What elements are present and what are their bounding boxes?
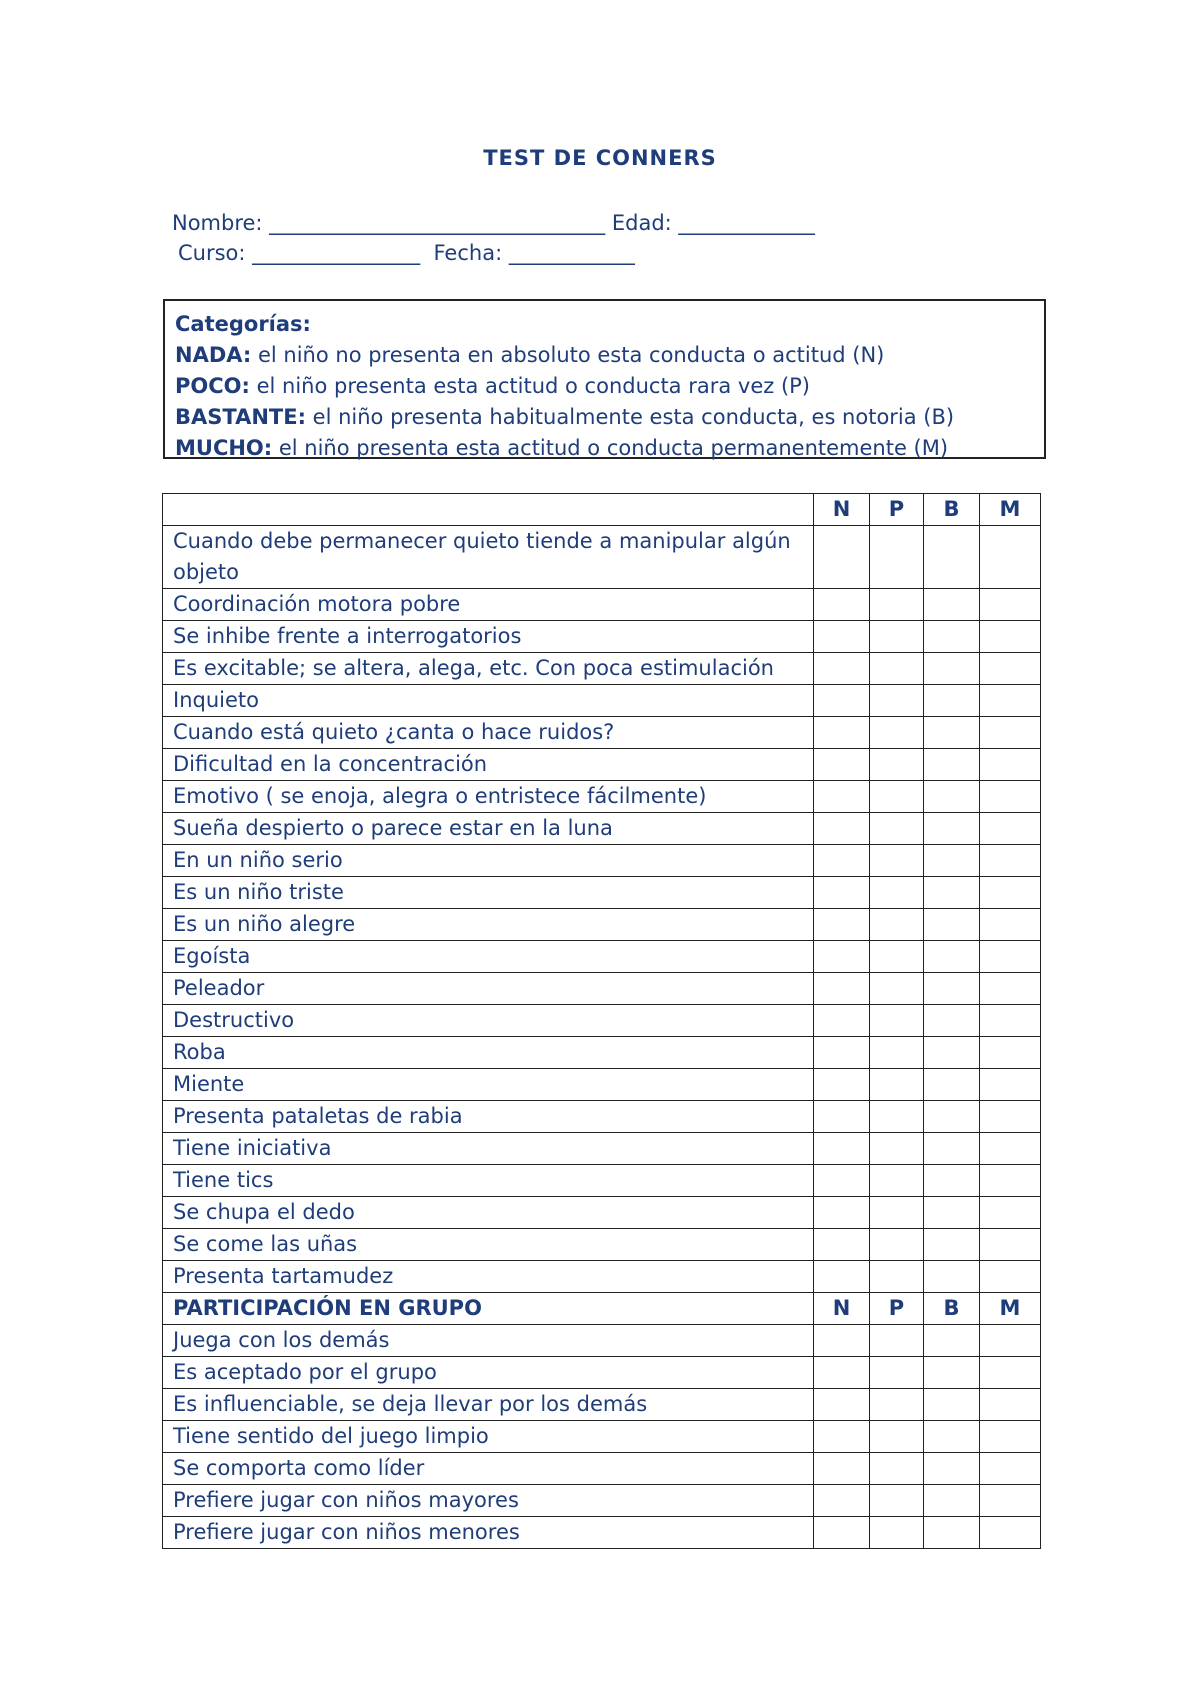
- answer-cell-b[interactable]: [924, 813, 980, 845]
- item-label: Emotivo ( se enoja, alegra o entristece fácilmente): [163, 781, 814, 813]
- category-poco: POCO: el niño presenta esta actitud o conducta rara vez (P): [175, 374, 810, 398]
- table-row: [163, 1037, 1041, 1069]
- item-label: Tiene iniciativa: [163, 1133, 814, 1165]
- column-header-b: B: [924, 1293, 980, 1325]
- answer-cell-m[interactable]: [980, 1005, 1041, 1037]
- answer-cell-b[interactable]: [924, 653, 980, 685]
- answer-cell-b[interactable]: [924, 1165, 980, 1197]
- section-title: PARTICIPACIÓN EN GRUPO: [163, 1293, 814, 1325]
- answer-cell-n[interactable]: [814, 813, 870, 845]
- answer-cell-m[interactable]: [980, 621, 1041, 653]
- answer-cell-b[interactable]: [924, 1421, 980, 1453]
- answer-cell-p[interactable]: [870, 1325, 924, 1357]
- answer-cell-b[interactable]: [924, 526, 980, 589]
- answer-cell-n[interactable]: [814, 1421, 870, 1453]
- answer-cell-b[interactable]: [924, 781, 980, 813]
- answer-cell-m[interactable]: [980, 685, 1041, 717]
- column-header-p: P: [870, 1293, 924, 1325]
- answer-cell-p[interactable]: [870, 526, 924, 589]
- column-header-b: B: [924, 494, 980, 526]
- answer-cell-n[interactable]: [814, 1261, 870, 1293]
- answer-cell-b[interactable]: [924, 685, 980, 717]
- table-row: [163, 1133, 1041, 1165]
- answer-cell-p[interactable]: [870, 941, 924, 973]
- category-mucho: MUCHO: el niño presenta esta actitud o conducta permanentemente (M): [175, 436, 949, 460]
- table-row: [163, 621, 1041, 653]
- answer-cell-b[interactable]: [924, 1133, 980, 1165]
- answer-cell-p[interactable]: [870, 1101, 924, 1133]
- answer-cell-n[interactable]: [814, 621, 870, 653]
- answer-cell-n[interactable]: [814, 749, 870, 781]
- answer-cell-n[interactable]: [814, 1485, 870, 1517]
- answer-cell-b[interactable]: [924, 1453, 980, 1485]
- answer-cell-p[interactable]: [870, 749, 924, 781]
- answer-cell-n[interactable]: [814, 1517, 870, 1549]
- table-row: [163, 845, 1041, 877]
- table-row: [163, 685, 1041, 717]
- column-header-m: M: [980, 1293, 1041, 1325]
- answer-cell-m[interactable]: [980, 1261, 1041, 1293]
- answer-cell-n[interactable]: [814, 845, 870, 877]
- item-label: Roba: [163, 1037, 814, 1069]
- answer-cell-p[interactable]: [870, 1261, 924, 1293]
- table-row: [163, 717, 1041, 749]
- answer-cell-n[interactable]: [814, 1101, 870, 1133]
- answer-cell-p[interactable]: [870, 1357, 924, 1389]
- answer-cell-p[interactable]: [870, 1197, 924, 1229]
- answer-cell-n[interactable]: [814, 1037, 870, 1069]
- answer-cell-b[interactable]: [924, 973, 980, 1005]
- answer-cell-m[interactable]: [980, 749, 1041, 781]
- page-title: TEST DE CONNERS: [483, 146, 717, 170]
- answer-cell-m[interactable]: [980, 909, 1041, 941]
- item-label: Dificultad en la concentración: [163, 749, 814, 781]
- answer-cell-n[interactable]: [814, 526, 870, 589]
- item-label: Tiene tics: [163, 1165, 814, 1197]
- table-row: [163, 941, 1041, 973]
- curso-fecha-line[interactable]: Curso: ________________ Fecha: ____________: [178, 241, 635, 265]
- answer-cell-m[interactable]: [980, 1389, 1041, 1421]
- item-label: Es influenciable, se deja llevar por los demás: [163, 1389, 814, 1421]
- answer-cell-b[interactable]: [924, 941, 980, 973]
- table-row: [163, 1357, 1041, 1389]
- answer-cell-b[interactable]: [924, 589, 980, 621]
- column-header-n: N: [814, 494, 870, 526]
- answer-cell-m[interactable]: [980, 877, 1041, 909]
- answer-cell-n[interactable]: [814, 1165, 870, 1197]
- answer-cell-n[interactable]: [814, 1325, 870, 1357]
- item-label: Juega con los demás: [163, 1325, 814, 1357]
- answer-cell-m[interactable]: [980, 717, 1041, 749]
- answer-cell-m[interactable]: [980, 1229, 1041, 1261]
- answer-cell-b[interactable]: [924, 749, 980, 781]
- answer-cell-m[interactable]: [980, 526, 1041, 589]
- table-row: [163, 653, 1041, 685]
- column-header-n: N: [814, 1293, 870, 1325]
- questionnaire-table: [162, 493, 1041, 1549]
- answer-cell-b[interactable]: [924, 1485, 980, 1517]
- answer-cell-m[interactable]: [980, 1133, 1041, 1165]
- answer-cell-n[interactable]: [814, 589, 870, 621]
- answer-cell-b[interactable]: [924, 1517, 980, 1549]
- answer-cell-n[interactable]: [814, 1357, 870, 1389]
- answer-cell-p[interactable]: [870, 973, 924, 1005]
- answer-cell-p[interactable]: [870, 813, 924, 845]
- answer-cell-p[interactable]: [870, 1037, 924, 1069]
- answer-cell-b[interactable]: [924, 845, 980, 877]
- categories-heading: Categorías:: [175, 312, 311, 336]
- answer-cell-p[interactable]: [870, 1229, 924, 1261]
- answer-cell-b[interactable]: [924, 1069, 980, 1101]
- item-label: Peleador: [163, 973, 814, 1005]
- item-label: Inquieto: [163, 685, 814, 717]
- answer-cell-p[interactable]: [870, 1453, 924, 1485]
- answer-cell-n[interactable]: [814, 781, 870, 813]
- item-label: Miente: [163, 1069, 814, 1101]
- answer-cell-p[interactable]: [870, 717, 924, 749]
- table-row: [163, 1069, 1041, 1101]
- table-row: [163, 973, 1041, 1005]
- item-label: Sueña despierto o parece estar en la luna: [163, 813, 814, 845]
- answer-cell-n[interactable]: [814, 909, 870, 941]
- answer-cell-n[interactable]: [814, 941, 870, 973]
- table-row: [163, 526, 1041, 589]
- answer-cell-b[interactable]: [924, 621, 980, 653]
- item-label: Es un niño alegre: [163, 909, 814, 941]
- answer-cell-b[interactable]: [924, 1197, 980, 1229]
- item-label: Es excitable; se altera, alega, etc. Con poca estimulación: [163, 653, 814, 685]
- answer-cell-b[interactable]: [924, 1357, 980, 1389]
- item-label: Prefiere jugar con niños mayores: [163, 1485, 814, 1517]
- answer-cell-m[interactable]: [980, 1165, 1041, 1197]
- nombre-edad-line[interactable]: Nombre: ________________________________ Edad: _____________: [172, 211, 815, 235]
- answer-cell-n[interactable]: [814, 1229, 870, 1261]
- table-row: [163, 813, 1041, 845]
- answer-cell-p[interactable]: [870, 1517, 924, 1549]
- category-bastante: BASTANTE: el niño presenta habitualmente esta conducta, es notoria (B): [175, 405, 955, 429]
- section-title: [163, 494, 814, 526]
- answer-cell-n[interactable]: [814, 1197, 870, 1229]
- answer-cell-n[interactable]: [814, 1133, 870, 1165]
- table-row: [163, 1165, 1041, 1197]
- table-row: [163, 1005, 1041, 1037]
- table-row: [163, 781, 1041, 813]
- item-label: Cuando está quieto ¿canta o hace ruidos?: [163, 717, 814, 749]
- answer-cell-p[interactable]: [870, 621, 924, 653]
- answer-cell-m[interactable]: [980, 1197, 1041, 1229]
- table-row: [163, 1325, 1041, 1357]
- table-row: [163, 1101, 1041, 1133]
- answer-cell-n[interactable]: [814, 1453, 870, 1485]
- item-label: Es aceptado por el grupo: [163, 1357, 814, 1389]
- answer-cell-m[interactable]: [980, 1517, 1041, 1549]
- answer-cell-m[interactable]: [980, 813, 1041, 845]
- answer-cell-b[interactable]: [924, 1389, 980, 1421]
- table-row: [163, 1197, 1041, 1229]
- answer-cell-b[interactable]: [924, 1037, 980, 1069]
- answer-cell-p[interactable]: [870, 1165, 924, 1197]
- item-label: Destructivo: [163, 1005, 814, 1037]
- answer-cell-m[interactable]: [980, 1101, 1041, 1133]
- answer-cell-p[interactable]: [870, 1389, 924, 1421]
- answer-cell-m[interactable]: [980, 781, 1041, 813]
- answer-cell-b[interactable]: [924, 1261, 980, 1293]
- item-label: Tiene sentido del juego limpio: [163, 1421, 814, 1453]
- answer-cell-n[interactable]: [814, 685, 870, 717]
- item-label: Se come las uñas: [163, 1229, 814, 1261]
- table-row: [163, 877, 1041, 909]
- item-label: Se chupa el dedo: [163, 1197, 814, 1229]
- item-label: Presenta pataletas de rabia: [163, 1101, 814, 1133]
- answer-cell-b[interactable]: [924, 1229, 980, 1261]
- answer-cell-p[interactable]: [870, 1005, 924, 1037]
- answer-cell-b[interactable]: [924, 1005, 980, 1037]
- answer-cell-m[interactable]: [980, 1453, 1041, 1485]
- answer-cell-m[interactable]: [980, 589, 1041, 621]
- answer-cell-b[interactable]: [924, 717, 980, 749]
- table-row: [163, 749, 1041, 781]
- answer-cell-n[interactable]: [814, 973, 870, 1005]
- table-header-row: [163, 494, 1041, 526]
- answer-cell-n[interactable]: [814, 877, 870, 909]
- answer-cell-b[interactable]: [924, 877, 980, 909]
- answer-cell-p[interactable]: [870, 1421, 924, 1453]
- answer-cell-m[interactable]: [980, 973, 1041, 1005]
- categories-box: [163, 299, 1046, 459]
- item-label: Presenta tartamudez: [163, 1261, 814, 1293]
- answer-cell-n[interactable]: [814, 1005, 870, 1037]
- answer-cell-p[interactable]: [870, 877, 924, 909]
- answer-cell-n[interactable]: [814, 1389, 870, 1421]
- answer-cell-n[interactable]: [814, 717, 870, 749]
- item-label: Es un niño triste: [163, 877, 814, 909]
- table-row: [163, 1453, 1041, 1485]
- answer-cell-p[interactable]: [870, 845, 924, 877]
- item-label: En un niño serio: [163, 845, 814, 877]
- answer-cell-b[interactable]: [924, 909, 980, 941]
- answer-cell-b[interactable]: [924, 1101, 980, 1133]
- column-header-p: P: [870, 494, 924, 526]
- table-row: [163, 1389, 1041, 1421]
- answer-cell-p[interactable]: [870, 1485, 924, 1517]
- answer-cell-b[interactable]: [924, 1325, 980, 1357]
- answer-cell-p[interactable]: [870, 909, 924, 941]
- table-row: [163, 1517, 1041, 1549]
- answer-cell-p[interactable]: [870, 685, 924, 717]
- table-row: [163, 1421, 1041, 1453]
- answer-cell-n[interactable]: [814, 1069, 870, 1101]
- item-label: Cuando debe permanecer quieto tiende a manipular algún objeto: [163, 526, 814, 589]
- answer-cell-m[interactable]: [980, 941, 1041, 973]
- answer-cell-p[interactable]: [870, 1133, 924, 1165]
- answer-cell-m[interactable]: [980, 1357, 1041, 1389]
- answer-cell-p[interactable]: [870, 653, 924, 685]
- category-nada: NADA: el niño no presenta en absoluto esta conducta o actitud (N): [175, 343, 885, 367]
- table-row: [163, 589, 1041, 621]
- answer-cell-m[interactable]: [980, 653, 1041, 685]
- item-label: Prefiere jugar con niños menores: [163, 1517, 814, 1549]
- answer-cell-m[interactable]: [980, 845, 1041, 877]
- table-row: [163, 1485, 1041, 1517]
- column-header-m: M: [980, 494, 1041, 526]
- answer-cell-p[interactable]: [870, 781, 924, 813]
- table-row: [163, 1261, 1041, 1293]
- answer-cell-p[interactable]: [870, 589, 924, 621]
- answer-cell-p[interactable]: [870, 1069, 924, 1101]
- item-label: Coordinación motora pobre: [163, 589, 814, 621]
- table-row: [163, 1229, 1041, 1261]
- answer-cell-m[interactable]: [980, 1485, 1041, 1517]
- answer-cell-n[interactable]: [814, 653, 870, 685]
- section-header-participacion: [163, 1293, 1041, 1325]
- item-label: Egoísta: [163, 941, 814, 973]
- answer-cell-m[interactable]: [980, 1037, 1041, 1069]
- answer-cell-m[interactable]: [980, 1325, 1041, 1357]
- item-label: Se comporta como líder: [163, 1453, 814, 1485]
- answer-cell-m[interactable]: [980, 1421, 1041, 1453]
- table-row: [163, 909, 1041, 941]
- item-label: Se inhibe frente a interrogatorios: [163, 621, 814, 653]
- answer-cell-m[interactable]: [980, 1069, 1041, 1101]
